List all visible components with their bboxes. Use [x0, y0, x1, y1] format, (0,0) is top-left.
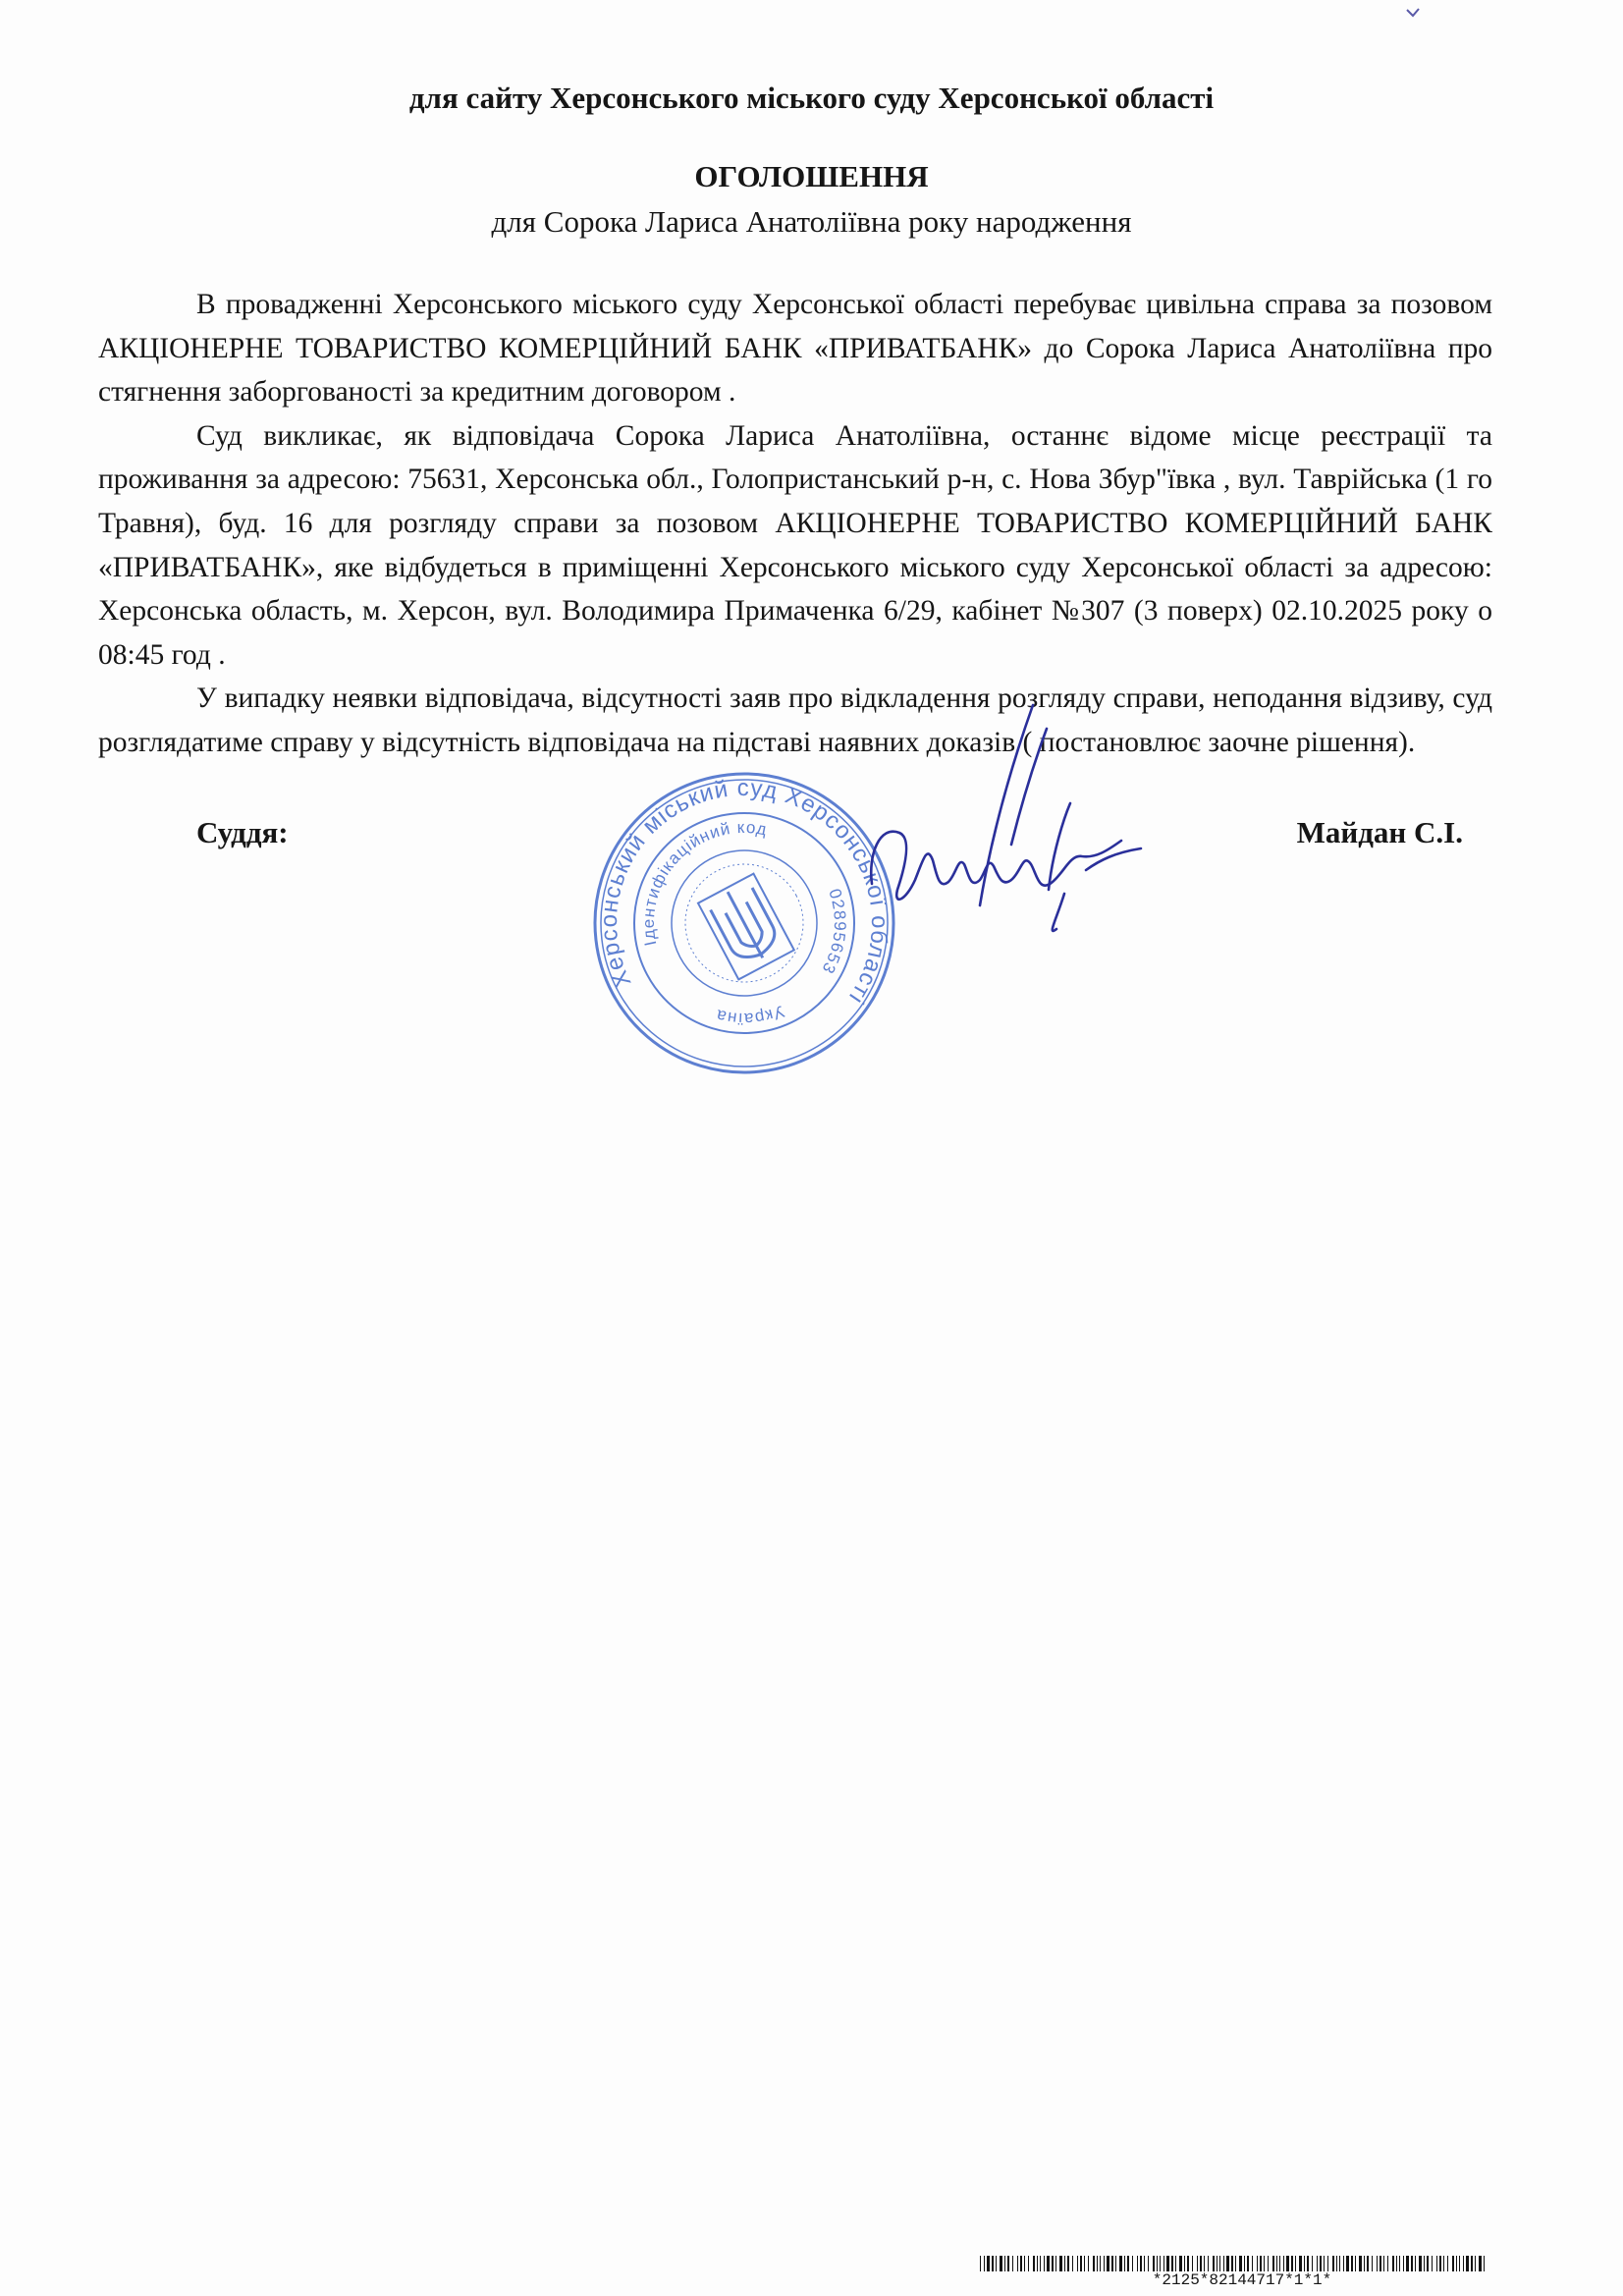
barcode-bar [1484, 2256, 1485, 2271]
barcode-bar [1231, 2256, 1233, 2271]
barcode-bar [1479, 2256, 1482, 2271]
barcode-bar [1064, 2256, 1065, 2271]
barcode-bar [1004, 2256, 1005, 2271]
barcode-bar [1447, 2256, 1448, 2271]
barcode-bar [1343, 2256, 1344, 2271]
barcode-bar [1044, 2256, 1045, 2271]
barcode-bar [1132, 2256, 1133, 2271]
paragraph-case-info: В провадженні Херсонського міського суду Херсонської області перебуває цивільна справа за позовом АКЦІОНЕРНЕ ТОВАРИСТВО КОМЕРЦІЙНИЙ БАНК «ПРИВАТБАНК» до Сорока Лариса Анатоліївна про стягнення заборгованості за кредитним договором . [98, 289, 1492, 409]
court-seal-icon [587, 766, 901, 1080]
barcode-bar [1299, 2256, 1302, 2271]
barcode-bar [1304, 2256, 1305, 2271]
barcode-bar [1317, 2256, 1318, 2271]
barcode-bar [1084, 2256, 1085, 2271]
barcode-bar [1179, 2256, 1182, 2271]
barcode-bar [1439, 2256, 1441, 2271]
barcode-icon [980, 2256, 1486, 2271]
barcode-bar [1411, 2256, 1413, 2271]
barcode-bar [1367, 2256, 1369, 2271]
barcode-bar [996, 2256, 997, 2271]
barcode-bar [1324, 2256, 1325, 2271]
barcode-bar [1137, 2256, 1138, 2271]
barcode-bar [1339, 2256, 1340, 2271]
seal-inner-text: Ідентифікаційний код [638, 817, 770, 948]
document-header: для сайту Херсонського міського суду Херсонської області [408, 81, 1215, 115]
barcode-bar [1059, 2256, 1062, 2271]
barcode-bar [1346, 2256, 1349, 2271]
barcode-bar [1104, 2256, 1105, 2271]
barcode-bar [1392, 2256, 1394, 2271]
document-subtitle: для Сорока Лариса Анатоліївна року народження [491, 204, 1132, 239]
document-body [98, 283, 1492, 765]
barcode-bar [1208, 2256, 1209, 2271]
barcode-bar [1093, 2256, 1095, 2271]
document-title: ОГОЛОШЕННЯ [694, 159, 929, 193]
barcode-bar [1052, 2256, 1054, 2271]
barcode-bar [1235, 2256, 1236, 2271]
barcode-bar [1427, 2256, 1429, 2271]
barcode-bar [1175, 2256, 1176, 2271]
barcode-bar [1396, 2256, 1397, 2271]
barcode-bar [1276, 2256, 1277, 2271]
barcode-bar [1204, 2256, 1205, 2271]
barcode-bar [1067, 2256, 1069, 2271]
barcode-bar [1307, 2256, 1309, 2271]
svg-text:Україна [707, 979, 788, 1051]
barcode-bar [1157, 2256, 1158, 2271]
barcode-bar [1252, 2256, 1253, 2271]
seal-code-text: 02895653 [818, 886, 850, 978]
judge-signature-icon [864, 687, 1149, 943]
barcode-bar [1077, 2256, 1078, 2271]
barcode-bar [1327, 2256, 1328, 2271]
barcode-bar [1080, 2256, 1082, 2271]
barcode-bar [1443, 2256, 1444, 2271]
barcode-bar [1399, 2256, 1400, 2271]
barcode-bar [1144, 2256, 1145, 2271]
barcode-bar [1272, 2256, 1274, 2271]
barcode-bar [1475, 2256, 1476, 2271]
barcode-bar [1268, 2256, 1269, 2271]
barcode-bar [1037, 2256, 1038, 2271]
barcode-bar [1260, 2256, 1262, 2271]
barcode-bar [1047, 2256, 1050, 2271]
barcode-bar [1387, 2256, 1388, 2271]
barcode-bar [1012, 2256, 1013, 2271]
barcode-bar [1017, 2256, 1018, 2271]
barcode-bar [1171, 2256, 1173, 2271]
barcode-bar [1364, 2256, 1365, 2271]
barcode-bar [1380, 2256, 1381, 2271]
barcode-bar [1007, 2256, 1009, 2271]
barcode-bar [1020, 2256, 1022, 2271]
judge-label: Суддя: [196, 815, 289, 849]
barcode-bar [1000, 2256, 1002, 2271]
barcode-bar [1166, 2256, 1169, 2271]
barcode-bar [1471, 2256, 1473, 2271]
barcode-bar [1140, 2256, 1142, 2271]
barcode-bar [1119, 2256, 1122, 2271]
barcode-bar [1312, 2256, 1313, 2271]
barcode-bar [1244, 2256, 1245, 2271]
barcode-bar [1033, 2256, 1035, 2271]
barcode-bar [1286, 2256, 1289, 2271]
barcode-bar [1432, 2256, 1433, 2271]
barcode-bar [1466, 2256, 1469, 2271]
barcode-bar [1406, 2256, 1409, 2271]
barcode-bar [1153, 2256, 1155, 2271]
barcode-bar [1024, 2256, 1025, 2271]
barcode-bar [1226, 2256, 1229, 2271]
barcode-bar [1127, 2256, 1129, 2271]
barcode-bar [1291, 2256, 1293, 2271]
barcode-bar [1100, 2256, 1101, 2271]
barcode-bar [1320, 2256, 1322, 2271]
barcode-bar [1459, 2256, 1460, 2271]
barcode-bar [1200, 2256, 1202, 2271]
barcode-bar [1148, 2256, 1149, 2271]
seal-outer-text: Херсонський міський суд Херсонської області [595, 774, 893, 1010]
barcode-bar [1359, 2256, 1362, 2271]
barcode-bar [1355, 2256, 1356, 2271]
barcode-bar [1223, 2256, 1224, 2271]
barcode-bar [1197, 2256, 1198, 2271]
barcode-bar [1097, 2256, 1098, 2271]
barcode-bar [1436, 2256, 1437, 2271]
barcode-bar [1279, 2256, 1280, 2271]
trident-emblem-icon [698, 874, 794, 980]
barcode-bar [1264, 2256, 1265, 2271]
barcode-bar [984, 2256, 985, 2271]
corner-mark-icon [1406, 8, 1420, 18]
barcode-bar [1219, 2256, 1220, 2271]
barcode-bar [1257, 2256, 1258, 2271]
barcode-bar [980, 2256, 981, 2271]
barcode-bar [1213, 2256, 1215, 2271]
barcode-bar [987, 2256, 990, 2271]
barcode-bar [1419, 2256, 1422, 2271]
barcode-bar [1424, 2256, 1425, 2271]
barcode-bar [1163, 2256, 1164, 2271]
barcode-bar [1160, 2256, 1161, 2271]
barcode-bar [1247, 2256, 1249, 2271]
barcode-bar [992, 2256, 994, 2271]
barcode-bar [1107, 2256, 1109, 2271]
barcode-bar [1456, 2256, 1457, 2271]
barcode-bar [1088, 2256, 1089, 2271]
barcode-bar [1336, 2256, 1337, 2271]
barcode-bar [1124, 2256, 1125, 2271]
barcode-bar [1332, 2256, 1334, 2271]
barcode-bar [1351, 2256, 1353, 2271]
barcode-bar [1187, 2256, 1189, 2271]
barcode-bar [1372, 2256, 1373, 2271]
barcode-caption: *2125*82144717*1*1* [1152, 2271, 1332, 2289]
seal-country-text: Україна [713, 1002, 787, 1029]
barcode-bar [1403, 2256, 1404, 2271]
barcode-bar [1055, 2256, 1056, 2271]
barcode-bar [1040, 2256, 1041, 2271]
barcode-bar [1295, 2256, 1296, 2271]
barcode-bar [1115, 2256, 1116, 2271]
barcode-bar [1192, 2256, 1193, 2271]
barcode-bar [1415, 2256, 1416, 2271]
barcode-bar [1184, 2256, 1185, 2271]
judge-name: Майдан С.І. [1296, 815, 1463, 849]
barcode-bar [1452, 2256, 1454, 2271]
barcode-bar [1463, 2256, 1464, 2271]
barcode-bar [1383, 2256, 1384, 2271]
barcode-bar [1283, 2256, 1284, 2271]
barcode-bar [1111, 2256, 1113, 2271]
barcode-bar [1239, 2256, 1242, 2271]
paragraph-default-judgment: У випадку неявки відповідача, відсутності заяв про відкладення розгляду справи, неподання відзиву, суд розглядатиме справу у відсутність відповідача на підставі наявних доказів ( постановлює заочне рішення). [98, 683, 1492, 758]
barcode-bar [1072, 2256, 1073, 2271]
barcode-bar [1377, 2256, 1378, 2271]
paragraph-summons: Суд викликає, як відповідача Сорока Лариса Анатоліївна, останнє відоме місце реєстрації та проживання за адресою: 75631, Херсонська обл., Голопристанський р-н, с. Нова Збур"ївка , вул. Таврійська (1 го Травня), буд. 16 для розгляду справи за позовом АКЦІОНЕРНЕ ТОВАРИСТВО КОМЕРЦІЙНИЙ БАНК «ПРИВАТБАНК», яке відбудеться в приміщенні Херсонського міського суду Херсонської області за адресою: Херсонська область, м. Херсон, вул. Володимира Примаченка 6/29, кабінет №307 (3 поверх) 02.10.2025 року о 08:45 год . [98, 419, 1492, 671]
barcode-bar [1028, 2256, 1029, 2271]
